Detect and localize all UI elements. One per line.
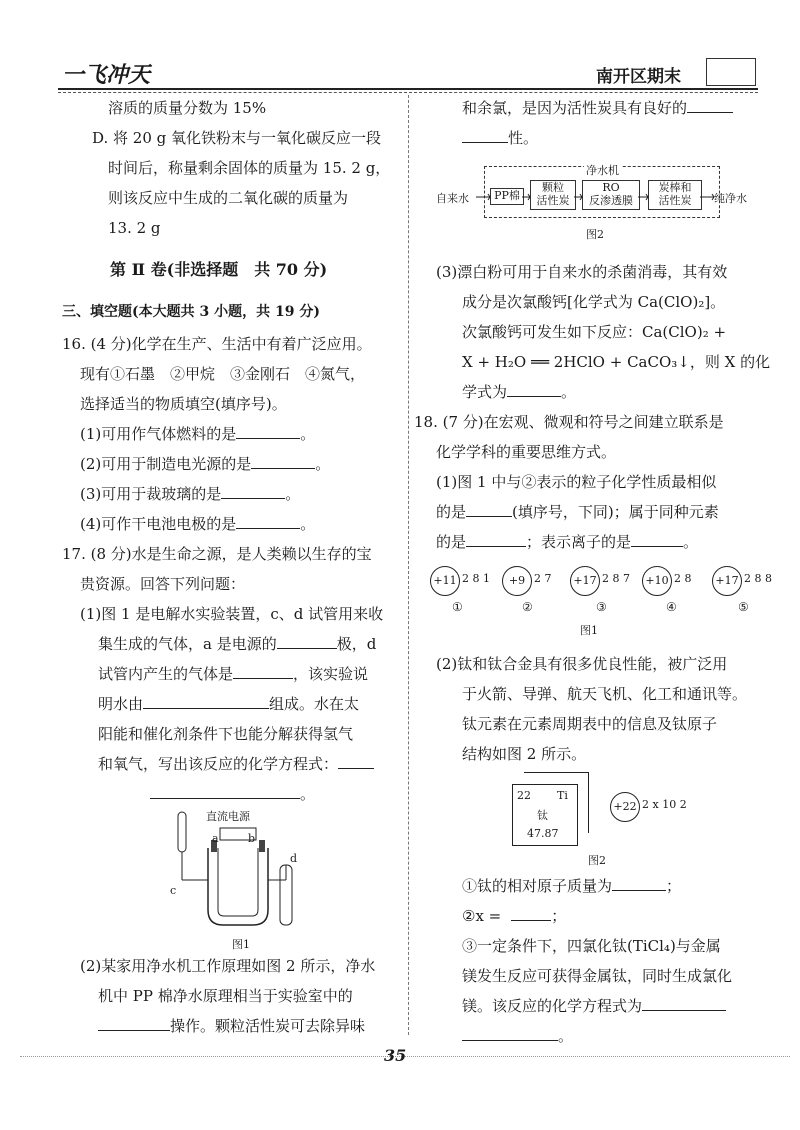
option-d-line4: 13. 2 g	[108, 219, 161, 237]
section-3-title: 三、填空题(本大题共 3 小题，共 19 分)	[62, 304, 320, 320]
q18-2-line2: 于火箭、导弹、航天飞机、化工和通讯等。	[462, 685, 748, 703]
ti-number: 22	[517, 789, 531, 802]
page-number: 35	[384, 1046, 407, 1065]
atom-structures	[430, 560, 790, 620]
q17-2-line3: 操作。颗粒活性炭可去除异味	[170, 1017, 366, 1035]
atom-3-electrons: 2 8 7	[602, 572, 630, 585]
q17-1-line3: 试管内产生的气体是	[98, 665, 234, 683]
q18-1-line2b: (填序号，下同)；属于同种元素	[512, 503, 719, 521]
atom-3-label: ③	[596, 600, 607, 614]
q16-3: (3)可用于裁玻璃的是	[80, 485, 222, 503]
q18-1-line1: (1)图 1 中与②表示的粒子化学性质最相似	[436, 473, 717, 491]
atom-5-electrons: 2 8 8	[744, 572, 772, 585]
option-d-line1: D. 将 20 g 氧化铁粉末与一氧化碳反应一段	[92, 129, 382, 147]
header-title: 南开区期末	[596, 67, 681, 87]
fig1-b: b	[248, 832, 256, 845]
header-rule-dashed	[58, 92, 758, 93]
q18-2-line1: (2)钛和钛合金具有很多优良性能，被广泛用	[436, 655, 728, 673]
atom-2-label: ②	[522, 600, 533, 614]
q17-2-line1: (2)某家用净水机工作原理如图 2 所示，净水	[80, 957, 376, 975]
q18-stem-2: 化学学科的重要思维方式。	[436, 443, 617, 461]
ti-electrons: 2 x 10 2	[642, 798, 687, 811]
fig2-caption: 图2	[586, 228, 604, 241]
option-d-line2: 时间后，称量剩余固体的质量为 15. 2 g，	[108, 159, 391, 177]
q17-1-blank-a[interactable]	[277, 634, 337, 649]
q18-1-line3: 的是	[436, 533, 467, 551]
purifier-title: 净水机	[586, 164, 619, 177]
q16-stem: 16. (4 分)化学在生产、生活中有着广泛应用。	[62, 335, 372, 353]
s3-line1: ③一定条件下，四氯化钛(TiCl₄)与金属	[462, 937, 721, 955]
fig1-power-label: 直流电源	[206, 810, 250, 823]
q17-1-line3b: ，该实验说	[293, 665, 369, 683]
q17-stem: 17. (8 分)水是生命之源，是人类赖以生存的宝	[62, 545, 372, 563]
atom-3-nucleus: +17	[570, 566, 600, 596]
q16-2-blank[interactable]	[251, 454, 315, 469]
header-badge	[706, 58, 756, 86]
q16-3-blank[interactable]	[221, 484, 285, 499]
q17-stem-2: 贵资源。回答下列问题：	[80, 575, 246, 593]
atom-2-electrons: 2 7	[534, 572, 552, 585]
q17-2-blank[interactable]	[98, 1016, 170, 1031]
electrolysis-figure	[168, 810, 318, 935]
q3-line3: 次氯酸钙可发生如下反应：Ca(ClO)₂ +	[462, 323, 727, 341]
purifier-granular: 颗粒 活性炭	[530, 180, 576, 210]
q18-stem: 18. (7 分)在宏观、微观和符号之间建立联系是	[414, 413, 724, 431]
q16-4-blank[interactable]	[236, 514, 300, 529]
option-c-tail: 溶质的质量分数为 15%	[108, 99, 267, 117]
column-divider	[408, 95, 409, 1035]
ti-cell-depth	[524, 772, 589, 833]
atom-1-nucleus: +11	[430, 566, 460, 596]
s3-line3: 镁。该反应的化学方程式为	[462, 997, 643, 1015]
purifier-carbon: 炭棒和 活性炭	[648, 180, 702, 210]
fig1-a: a	[212, 832, 219, 845]
s3-line2: 镁发生反应可获得金属钛，同时生成氯化	[462, 967, 733, 985]
q3-line4: X + H₂O ══ 2HClO + CaCO₃↓，则 X 的化	[462, 353, 771, 371]
q18-2-line3: 钛元素在元素周期表中的信息及钛原子	[462, 715, 718, 733]
q16-2: (2)可用于制造电光源的是	[80, 455, 252, 473]
q17-1-line5: 阳能和催化剂条件下也能分解获得氢气	[98, 725, 354, 743]
q3-line5: 学式为	[462, 383, 508, 401]
atom-4-nucleus: +10	[642, 566, 672, 596]
q16-1-blank[interactable]	[236, 424, 300, 439]
q18-1-blank-c[interactable]	[631, 532, 683, 547]
fig1-c: c	[170, 884, 177, 897]
purifier-arrows	[470, 190, 720, 204]
q16-4: (4)可作干电池电极的是	[80, 515, 237, 533]
header-logo: 一飞冲天	[62, 62, 151, 88]
s1-text: ①钛的相对原子质量为	[462, 877, 613, 895]
fig1-caption: 图1	[232, 938, 250, 951]
q17-1-line2: 集生成的气体，a 是电源的	[98, 635, 277, 653]
s3-blank-a[interactable]	[642, 996, 726, 1011]
purifier-ro: RO 反渗透膜	[582, 180, 640, 210]
s1-blank[interactable]	[612, 876, 666, 891]
q18-1-blank-b[interactable]	[466, 532, 526, 547]
s3-blank-b[interactable]	[462, 1026, 558, 1041]
q18-1-line3b: ；表示离子的是	[526, 533, 632, 551]
q17-2-line2: 机中 PP 棉净水原理相当于实验室中的	[98, 987, 353, 1005]
s2-blank[interactable]	[511, 906, 551, 921]
q18-1-blank-a[interactable]	[466, 502, 512, 517]
option-d-line3: 则该反应中生成的二氧化碳的质量为	[108, 189, 349, 207]
q17-1-blank-d1[interactable]	[338, 754, 374, 769]
fig1-d: d	[290, 852, 298, 865]
r-line1: 和余氯，是因为活性炭具有良好的	[462, 99, 688, 117]
header-rule	[58, 88, 758, 90]
q17-1-line4b: 组成。水在太	[269, 695, 360, 713]
q3-line1: (3)漂白粉可用于自来水的杀菌消毒，其有效	[436, 263, 728, 281]
part-2-title: 第 Ⅱ 卷(非选择题 共 70 分)	[110, 260, 328, 279]
q18-1-line2: 的是	[436, 503, 467, 521]
atom-4-label: ④	[666, 600, 677, 614]
ti-mass: 47.87	[527, 827, 559, 840]
q16-instruction: 选择适当的物质填空(填序号)。	[80, 395, 287, 413]
ti-caption: 图2	[588, 854, 606, 867]
q3-line2: 成分是次氯酸钙[化学式为 Ca(ClO)₂]。	[462, 293, 726, 311]
purifier-output: 纯净水	[714, 192, 747, 205]
r-blank-1a[interactable]	[687, 98, 733, 113]
atom-1-label: ①	[452, 600, 463, 614]
q18-2-line4: 结构如图 2 所示。	[462, 745, 587, 763]
q16-options: 现有①石墨 ②甲烷 ③金刚石 ④氮气，	[80, 365, 366, 383]
q17-1-blank-b[interactable]	[233, 664, 293, 679]
q3-blank[interactable]	[507, 382, 561, 397]
atom-4-electrons: 2 8	[674, 572, 692, 585]
q17-1-line2b: 极，d	[336, 635, 377, 653]
ti-symbol: Ti	[557, 789, 568, 802]
purifier-pp: PP棉	[490, 188, 524, 205]
ti-nucleus: +22	[610, 792, 640, 822]
atom-5-nucleus: +17	[712, 566, 742, 596]
q17-1-line1: (1)图 1 是电解水实验装置，c、d 试管用来收	[80, 605, 384, 623]
r-blank-1b[interactable]	[462, 128, 508, 143]
atom-1-electrons: 2 8 1	[462, 572, 490, 585]
purifier-input: 自来水	[436, 192, 469, 205]
atom-5-label: ⑤	[738, 600, 749, 614]
q17-1-blank-c[interactable]	[143, 694, 269, 709]
q17-1-blank-d2[interactable]	[150, 784, 300, 799]
q17-1-line6: 和氧气，写出该反应的化学方程式：	[98, 755, 339, 773]
q16-1: (1)可用作气体燃料的是	[80, 425, 237, 443]
r-line2: 性。	[508, 129, 539, 147]
atom-2-nucleus: +9	[502, 566, 532, 596]
s2-text: ②x =	[462, 907, 502, 925]
q17-1-line4: 明水由	[98, 695, 144, 713]
atoms-caption: 图1	[580, 624, 598, 637]
ti-name: 钛	[537, 809, 548, 822]
